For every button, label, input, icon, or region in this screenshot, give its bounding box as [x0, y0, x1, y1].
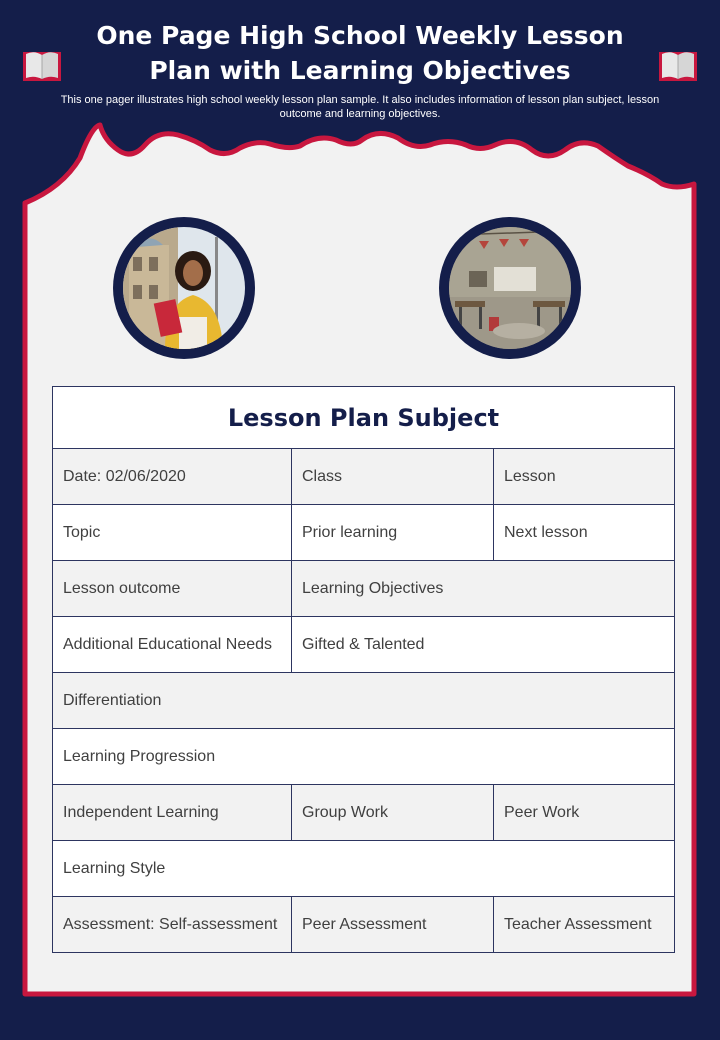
gifted-talented-cell: Gifted & Talented — [292, 617, 675, 673]
classroom-photo-image — [449, 227, 571, 349]
prior-learning-cell: Prior learning — [292, 505, 494, 561]
student-photo — [113, 217, 255, 359]
learning-objectives-cell: Learning Objectives — [292, 561, 675, 617]
additional-needs-cell: Additional Educational Needs — [53, 617, 292, 673]
peer-work-cell: Peer Work — [494, 785, 675, 841]
self-assessment-cell: Assessment: Self-assessment — [53, 897, 292, 953]
table-row — [53, 841, 675, 897]
table-row — [53, 561, 675, 617]
table-row — [53, 449, 675, 505]
table-row — [53, 785, 675, 841]
student-photo-image — [123, 227, 245, 349]
table-row — [53, 673, 675, 729]
subtitle-line-2: outcome and learning objectives. — [279, 108, 441, 120]
table-heading: Lesson Plan Subject — [53, 387, 675, 449]
lesson-plan-table — [52, 386, 675, 953]
class-cell: Class — [292, 449, 494, 505]
title-line-1: One Page High School Weekly Lesson — [96, 21, 624, 50]
teacher-assessment-cell: Teacher Assessment — [494, 897, 675, 953]
table-row — [53, 897, 675, 953]
learning-progression-cell: Learning Progression — [53, 729, 675, 785]
table-row — [53, 729, 675, 785]
table-row — [53, 505, 675, 561]
date-cell: Date: 02/06/2020 — [53, 449, 292, 505]
lesson-outcome-cell: Lesson outcome — [53, 561, 292, 617]
differentiation-cell: Differentiation — [53, 673, 675, 729]
topic-cell: Topic — [53, 505, 292, 561]
independent-learning-cell: Independent Learning — [53, 785, 292, 841]
table-row — [53, 617, 675, 673]
subtitle-line-1: This one pager illustrates high school weekly lesson plan sample. It also includes information of lesson plan subject, lesson — [60, 94, 660, 106]
group-work-cell: Group Work — [292, 785, 494, 841]
table-header-row — [53, 387, 675, 449]
learning-style-cell: Learning Style — [53, 841, 675, 897]
classroom-photo — [439, 217, 581, 359]
title-line-2: Plan with Learning Objectives — [149, 56, 571, 85]
lesson-cell: Lesson — [494, 449, 675, 505]
peer-assessment-cell: Peer Assessment — [292, 897, 494, 953]
next-lesson-cell: Next lesson — [494, 505, 675, 561]
